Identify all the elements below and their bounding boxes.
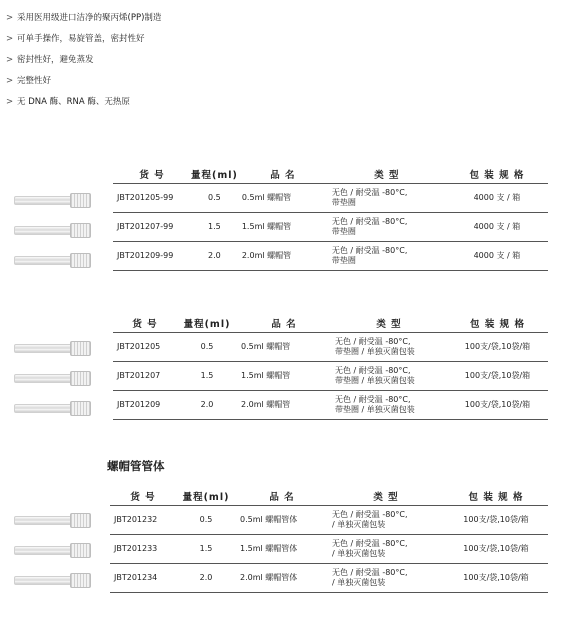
table-row (113, 333, 548, 362)
feature-list (6, 12, 161, 117)
feature-text: 采用医用级进口洁净的聚丙烯(PP)制造 (17, 13, 162, 23)
cell-product-name: 1.5ml 螺帽管 (238, 213, 328, 242)
feature-item (6, 33, 161, 54)
feature-text: 密封性好，避免蒸发 (17, 55, 94, 65)
header-type: 类 型 (328, 486, 444, 506)
feature-text: 完整性好 (17, 76, 52, 86)
table-row (110, 506, 548, 535)
cell-packaging: 100支/袋,10袋/箱 (447, 391, 548, 420)
header-range: 量程(ml) (177, 313, 237, 333)
table-row (113, 391, 548, 420)
feature-item (6, 75, 161, 96)
cell-type: 无色 / 耐受温 -80°C, 带垫圈 (328, 184, 446, 213)
cell-type: 无色 / 耐受温 -80°C, 带垫圈 (328, 242, 446, 271)
cell-item-no: JBT201207-99 (113, 213, 191, 242)
cell-packaging: 100支/袋,10袋/箱 (447, 362, 548, 391)
header-range: 量程(ml) (191, 164, 238, 184)
cell-item-no: JBT201232 (110, 506, 176, 535)
bullet-arrow: > (6, 97, 14, 107)
feature-text: 无 DNA 酶、RNA 酶、无热原 (17, 97, 130, 107)
section-title: 螺帽管管体 (107, 459, 165, 473)
bullet-arrow: > (6, 34, 14, 44)
header-range: 量程(ml) (176, 486, 236, 506)
cell-range: 0.5 (191, 184, 238, 213)
header-packaging: 包 装 规 格 (444, 486, 548, 506)
cell-range: 1.5 (191, 213, 238, 242)
cell-item-no: JBT201205-99 (113, 184, 191, 213)
screw-cap-tube-image (14, 253, 91, 266)
header-item-no: 货 号 (113, 313, 177, 333)
table-row (110, 564, 548, 593)
bullet-arrow: > (6, 55, 14, 65)
tube-body-image (14, 543, 91, 556)
cell-range: 2.0 (191, 242, 238, 271)
cell-type: 无色 / 耐受温 -80°C, / 单独灭菌包装 (328, 506, 444, 535)
table-row (113, 362, 548, 391)
header-packaging: 包 装 规 格 (447, 313, 548, 333)
cell-range: 0.5 (177, 333, 237, 362)
header-product-name: 品 名 (237, 313, 331, 333)
table-row (113, 242, 548, 271)
cell-type: 无色 / 耐受温 -80°C, 带垫圈 / 单独灭菌包装 (331, 333, 447, 362)
cell-product-name: 0.5ml 螺帽管 (237, 333, 331, 362)
cell-item-no: JBT201233 (110, 535, 176, 564)
table-row (113, 184, 548, 213)
tube-image-group (14, 513, 91, 603)
cell-packaging: 4000 支 / 箱 (446, 242, 548, 271)
cell-product-name: 2.0ml 螺帽管 (237, 391, 331, 420)
header-item-no: 货 号 (113, 164, 191, 184)
screw-cap-tube-image (14, 341, 91, 354)
header-item-no: 货 号 (110, 486, 176, 506)
spec-table-3 (110, 486, 548, 593)
feature-item (6, 96, 161, 117)
cell-range: 2.0 (176, 564, 236, 593)
header-packaging: 包 装 规 格 (446, 164, 548, 184)
cell-type: 无色 / 耐受温 -80°C, 带垫圈 (328, 213, 446, 242)
cell-type: 无色 / 耐受温 -80°C, / 单独灭菌包装 (328, 564, 444, 593)
tube-body-image (14, 513, 91, 526)
header-product-name: 品 名 (236, 486, 328, 506)
table-header-row (113, 313, 548, 333)
cell-range: 1.5 (176, 535, 236, 564)
screw-cap-tube-image (14, 223, 91, 236)
spec-table-2 (113, 313, 548, 420)
screw-cap-tube-image (14, 401, 91, 414)
cell-range: 2.0 (177, 391, 237, 420)
cell-item-no: JBT201207 (113, 362, 177, 391)
screw-cap-tube-image (14, 371, 91, 384)
cell-type: 无色 / 耐受温 -80°C, 带垫圈 / 单独灭菌包装 (331, 362, 447, 391)
table-header-row (110, 486, 548, 506)
cell-item-no: JBT201209 (113, 391, 177, 420)
cell-product-name: 0.5ml 螺帽管体 (236, 506, 328, 535)
table-row (113, 213, 548, 242)
spec-table-1 (113, 164, 548, 271)
cell-packaging: 4000 支 / 箱 (446, 184, 548, 213)
cell-product-name: 0.5ml 螺帽管 (238, 184, 328, 213)
cell-product-name: 1.5ml 螺帽管 (237, 362, 331, 391)
table-header-row (113, 164, 548, 184)
feature-text: 可单手操作，易旋管盖，密封性好 (17, 34, 145, 44)
cell-range: 0.5 (176, 506, 236, 535)
header-type: 类 型 (331, 313, 447, 333)
feature-item (6, 12, 161, 33)
cell-type: 无色 / 耐受温 -80°C, 带垫圈 / 单独灭菌包装 (331, 391, 447, 420)
feature-item (6, 54, 161, 75)
cell-packaging: 100支/袋,10袋/箱 (444, 564, 548, 593)
cell-packaging: 100支/袋,10袋/箱 (444, 535, 548, 564)
tube-body-image (14, 573, 91, 586)
tube-image-group (14, 193, 91, 283)
cell-item-no: JBT201205 (113, 333, 177, 362)
bullet-arrow: > (6, 13, 14, 23)
cell-item-no: JBT201234 (110, 564, 176, 593)
tube-image-group (14, 341, 91, 431)
cell-product-name: 2.0ml 螺帽管体 (236, 564, 328, 593)
cell-range: 1.5 (177, 362, 237, 391)
cell-packaging: 100支/袋,10袋/箱 (447, 333, 548, 362)
screw-cap-tube-image (14, 193, 91, 206)
header-type: 类 型 (328, 164, 446, 184)
cell-packaging: 4000 支 / 箱 (446, 213, 548, 242)
cell-item-no: JBT201209-99 (113, 242, 191, 271)
header-product-name: 品 名 (238, 164, 328, 184)
table-row (110, 535, 548, 564)
bullet-arrow: > (6, 76, 14, 86)
cell-product-name: 2.0ml 螺帽管 (238, 242, 328, 271)
cell-type: 无色 / 耐受温 -80°C, / 单独灭菌包装 (328, 535, 444, 564)
cell-packaging: 100支/袋,10袋/箱 (444, 506, 548, 535)
cell-product-name: 1.5ml 螺帽管体 (236, 535, 328, 564)
